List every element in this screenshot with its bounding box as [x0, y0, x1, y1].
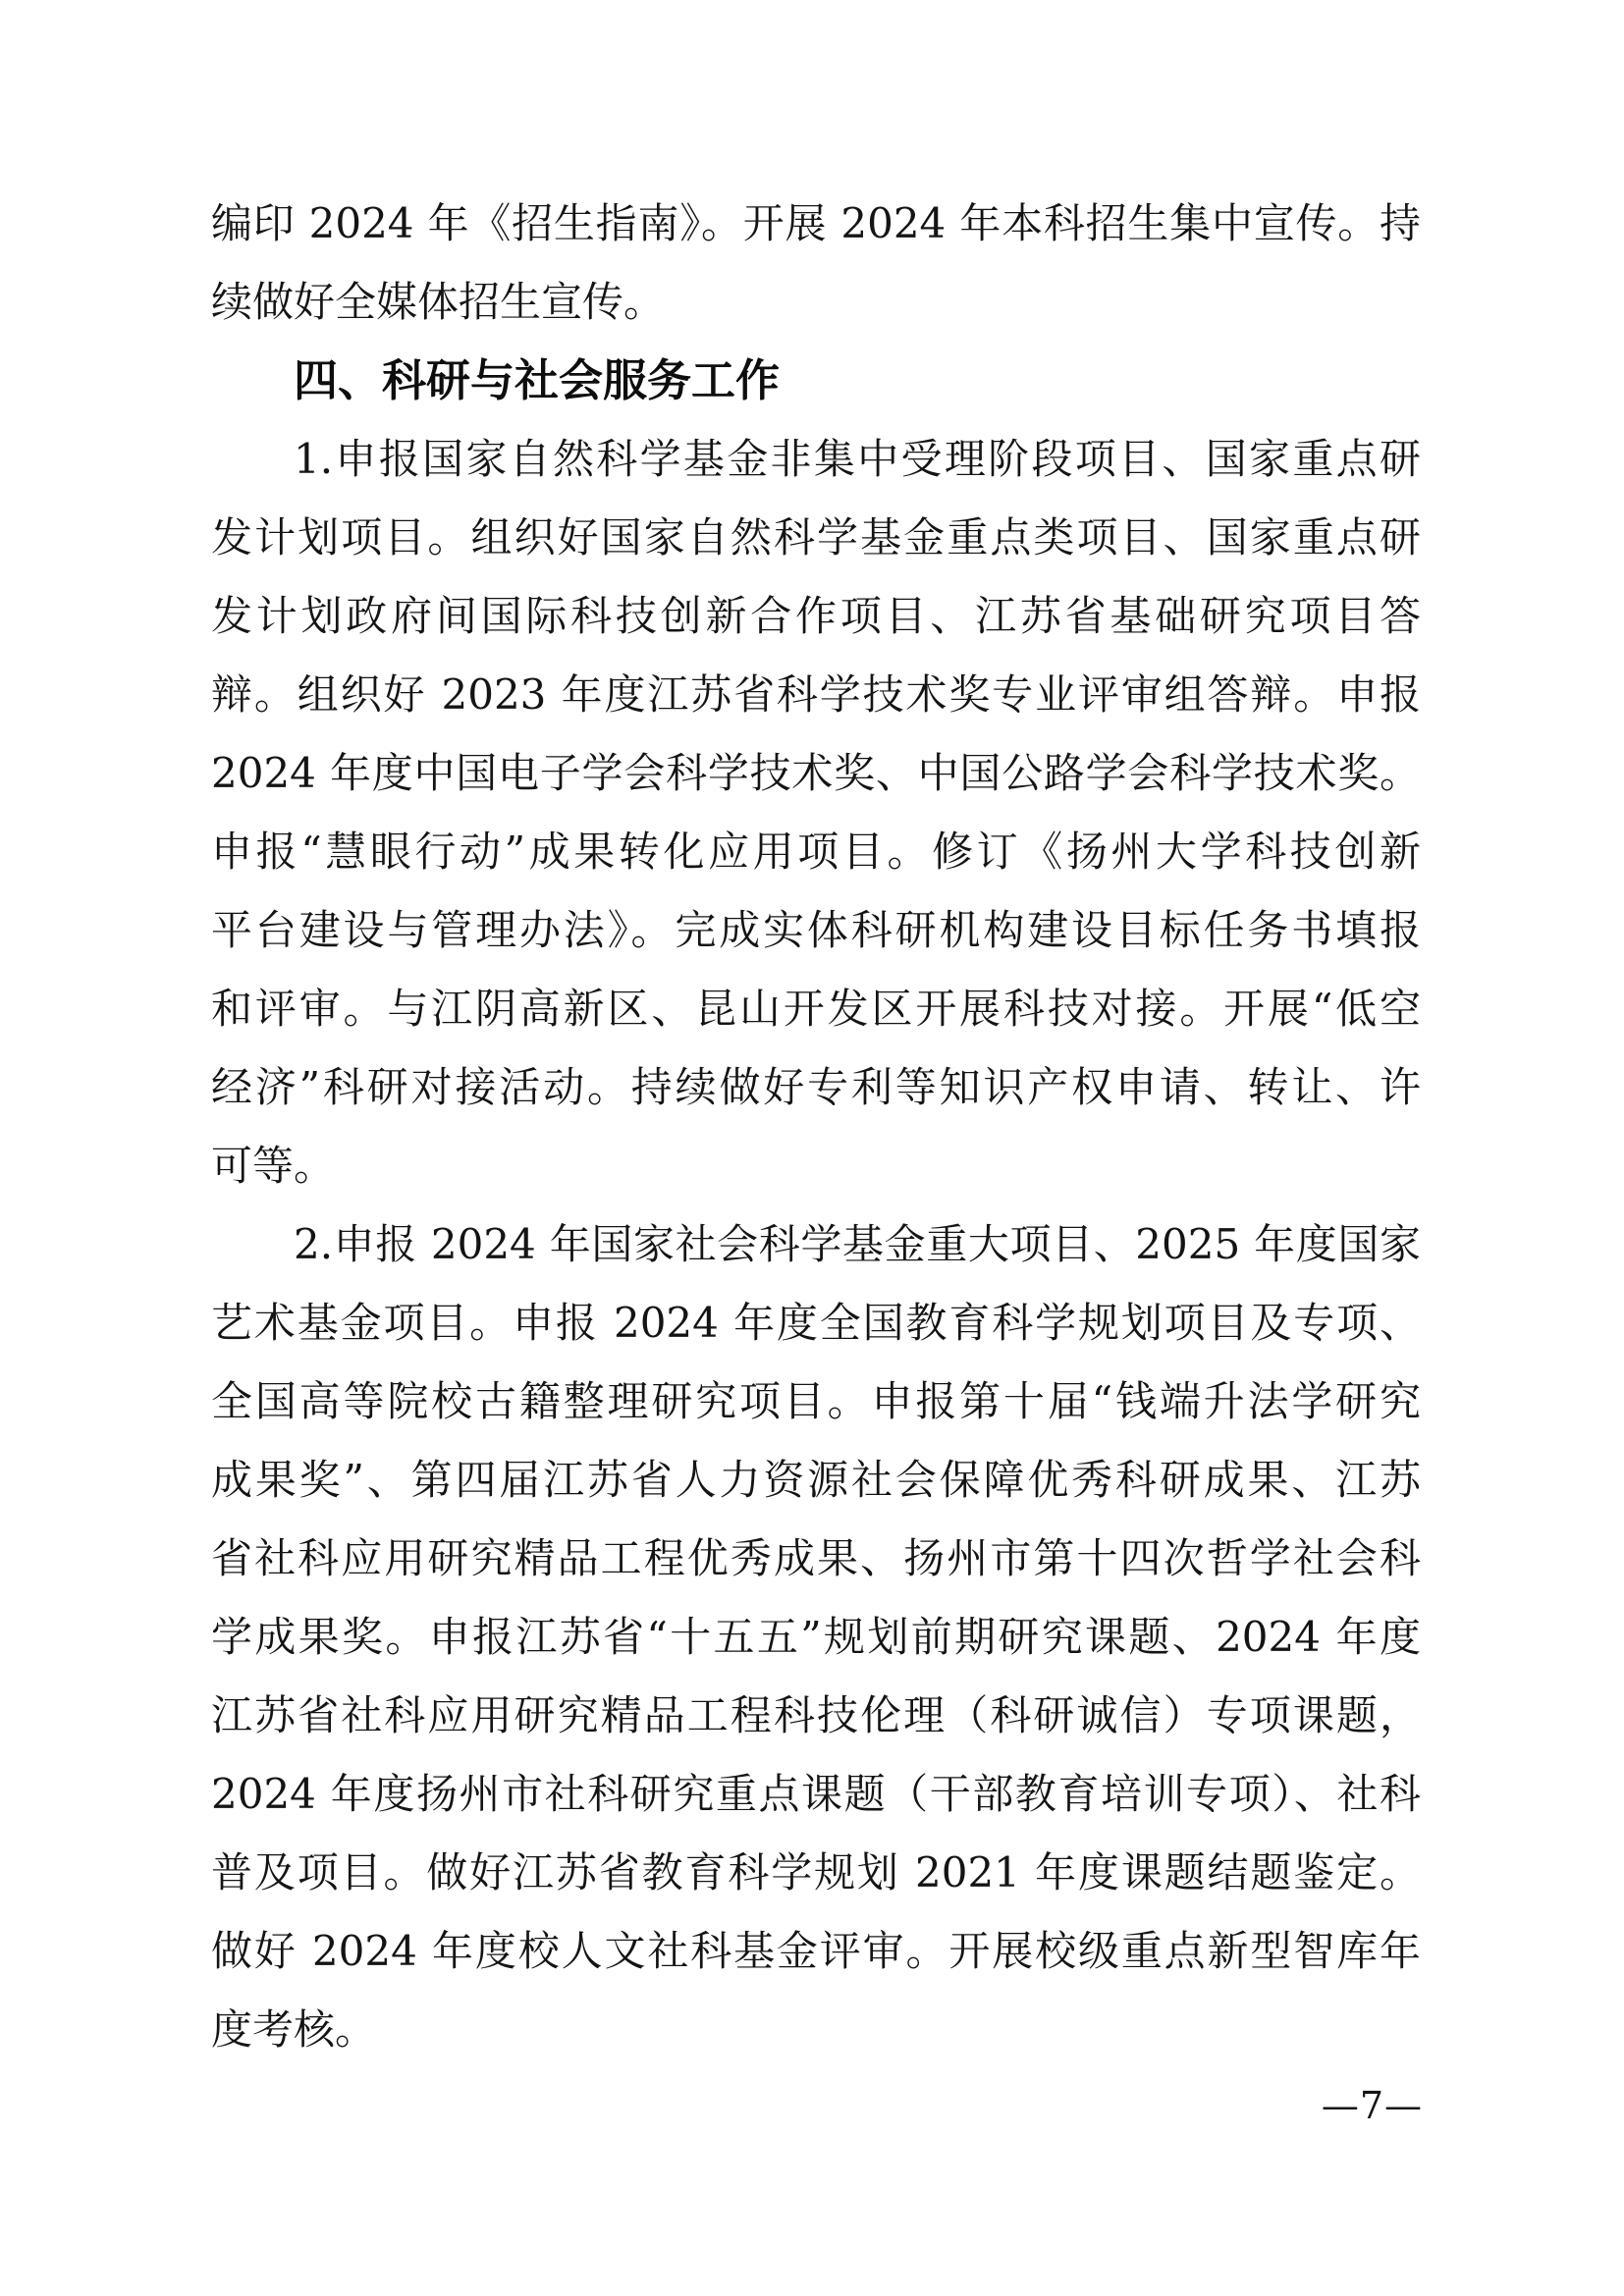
body-line: 2.申报 2024 年国家社会科学基金重大项目、2025 年度国家	[294, 1220, 1421, 1268]
body-line: 普及项目。做好江苏省教育科学规划 2021 年度课题结题鉴定。	[211, 1848, 1421, 1896]
page-number: —7—	[1321, 2084, 1423, 2127]
body-line: 经济”科研对接活动。持续做好专利等知识产权申请、转让、许	[211, 1063, 1421, 1111]
body-line: 可等。	[211, 1142, 336, 1190]
body-line: 续做好全媒体招生宣传。	[211, 278, 666, 326]
body-line: 做好 2024 年度校人文社科基金评审。开展校级重点新型智库年	[211, 1927, 1421, 1975]
body-line: 全国高等院校古籍整理研究项目。申报第十届“钱端升法学研究	[211, 1377, 1421, 1425]
body-line: 2024 年度扬州市社科研究重点课题（干部教育培训专项）、社科	[211, 1770, 1421, 1818]
body-line: 编印 2024 年《招生指南》。开展 2024 年本科招生集中宣传。持	[211, 199, 1421, 247]
body-line: 1.申报国家自然科学基金非集中受理阶段项目、国家重点研	[294, 435, 1421, 483]
body-line: 省社科应用研究精品工程优秀成果、扬州市第十四次哲学社会科	[211, 1534, 1421, 1582]
body-line: 2024 年度中国电子学会科学技术奖、中国公路学会科学技术奖。	[211, 749, 1421, 797]
body-line: 江苏省社科应用研究精品工程科技伦理（科研诚信）专项课题，	[211, 1691, 1421, 1739]
body-line: 发计划项目。组织好国家自然科学基金重点类项目、国家重点研	[211, 513, 1421, 561]
body-line: 成果奖”、第四届江苏省人力资源社会保障优秀科研成果、江苏	[211, 1456, 1421, 1504]
document-body	[211, 185, 1421, 2069]
body-line: 辩。组织好 2023 年度江苏省科学技术奖专业评审组答辩。申报	[211, 670, 1421, 719]
body-line: 和评审。与江阴高新区、昆山开发区开展科技对接。开展“低空	[211, 985, 1421, 1033]
body-line: 平台建设与管理办法》。完成实体科研机构建设目标任务书填报	[211, 906, 1421, 954]
section-heading: 四、科研与社会服务工作	[294, 354, 781, 406]
body-line: 发计划政府间国际科技创新合作项目、江苏省基础研究项目答	[211, 592, 1421, 640]
body-line: 学成果奖。申报江苏省“十五五”规划前期研究课题、2024 年度	[211, 1613, 1421, 1661]
body-line: 度考核。	[211, 2005, 377, 2054]
body-line: 艺术基金项目。申报 2024 年度全国教育科学规划项目及专项、	[211, 1299, 1421, 1347]
body-line: 申报“慧眼行动”成果转化应用项目。修订《扬州大学科技创新	[211, 828, 1421, 876]
